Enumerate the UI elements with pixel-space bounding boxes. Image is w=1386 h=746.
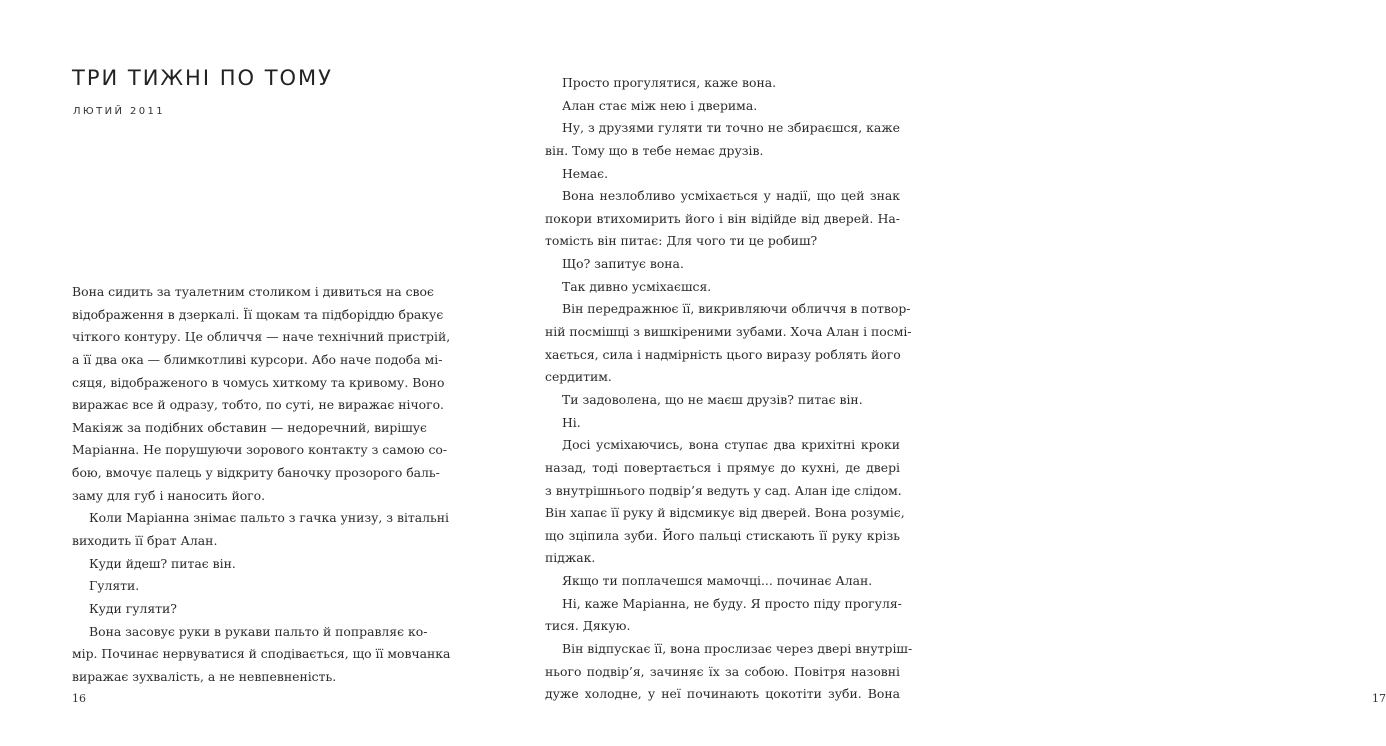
text-line: тися. Дякую.	[545, 618, 631, 634]
text-line: заму для губ і наносить його.	[72, 487, 266, 503]
text-line: Що? запитує вона.	[562, 256, 684, 272]
text-line: Він хапає її руку й відсмикує від дверей. Вона розуміє,	[545, 505, 905, 521]
right-page-body-text	[545, 72, 913, 706]
text-line: Якщо ти поплачешся мамочці... починає Алан.	[562, 573, 873, 589]
text-line: Гуляти.	[89, 578, 140, 594]
text-line: Куди йдеш? питає він.	[89, 555, 236, 571]
page-number-right: 17	[1372, 692, 1386, 705]
text-line: Вона незлобливо усміхається у надії, що цей знак	[562, 188, 900, 204]
left-page	[0, 0, 485, 746]
text-line: Він відпускає її, вона прослизає через двері внутріш-	[562, 641, 913, 657]
text-line: нього подвір’я, зачиняє їх за собою. Повітря назовні	[545, 663, 900, 679]
text-line: відображення в дзеркалі. Її щокам та підборіддю бракує	[72, 306, 444, 322]
text-line: Алан стає між нею і дверима.	[562, 97, 758, 113]
left-page-body-text	[72, 281, 451, 689]
text-line: Маріанна. Не порушуючи зорового контакту з самою со-	[72, 442, 448, 458]
text-line: томість він питає: Для чого ти це робиш?	[545, 233, 818, 249]
text-line: Ну, з друзями гуляти ти точно не збираєшся, каже	[562, 120, 900, 136]
text-line: з внутрішнього подвір’я ведуть у сад. Алан іде слідом.	[545, 482, 902, 498]
text-line: Просто прогулятися, каже вона.	[562, 75, 777, 90]
text-line: Макіяж за подібних обставин — недоречний, вирішує	[72, 419, 427, 435]
chapter-title: ТРИ ТИЖНІ ПО ТОМУ	[72, 66, 333, 90]
text-line: ній посмішці з вишкіреними зубами. Хоча Алан і посмі-	[545, 324, 912, 340]
text-line: піджак.	[545, 550, 596, 566]
text-line: що зціпила зуби. Його пальці стискають її руку крізь	[545, 527, 900, 543]
text-line: Так дивно усміхаєшся.	[562, 278, 712, 294]
text-line: Ні, каже Маріанна, не буду. Я просто піду прогуля-	[562, 595, 902, 611]
text-line: дуже холодне, у неї починають цокотіти зуби. Вона	[545, 686, 900, 702]
text-line: виражає все й одразу, тобто, по суті, не виражає нічого.	[72, 397, 444, 413]
text-line: виходить її брат Алан.	[72, 533, 218, 549]
text-line: Куди гуляти?	[89, 600, 177, 616]
text-line: сердитим.	[545, 369, 612, 385]
text-line: чіткого контуру. Це обличчя — наче технічний пристрій,	[72, 329, 451, 345]
text-line: він. Тому що в тебе немає друзів.	[545, 142, 764, 158]
text-line: Він передражнює її, викривляючи обличчя в потвор-	[562, 301, 911, 317]
text-line: Досі усміхаючись, вона ступає два крихітні кроки	[562, 437, 900, 453]
text-line: хається, сила і надмірність цього виразу роблять його	[545, 346, 901, 362]
text-line: сяця, відображеного в чомусь хиткому та кривому. Воно	[72, 374, 445, 390]
text-line: бою, вмочує палець у відкриту баночку прозорого баль-	[72, 465, 440, 481]
text-line: Немає.	[562, 165, 609, 181]
text-line: Коли Маріанна знімає пальто з гачка унизу, з вітальні	[89, 510, 450, 526]
text-line: назад, тоді повертається і прямує до кухні, де двері	[545, 459, 900, 475]
chapter-subtitle: ЛЮТИЙ 2011	[73, 106, 166, 117]
text-line: а її два ока — блимкотливі курсори. Або наче подоба мі-	[72, 351, 443, 367]
page-number-left: 16	[72, 692, 86, 705]
text-line: Вона сидить за туалетним столиком і дивиться на своє	[72, 284, 434, 299]
text-line: покори втихомирить його і він відійде від дверей. На-	[545, 210, 900, 226]
text-line: мір. Починає нервуватися й сподівається, що її мовчанка	[72, 646, 451, 662]
text-line: Вона засовує руки в рукави пальто й поправляє ко-	[89, 623, 428, 639]
text-line: Ні.	[562, 414, 581, 430]
text-line: виражає зухвалість, а не невпевненість.	[72, 668, 337, 684]
text-line: Ти задоволена, що не маєш друзів? питає він.	[562, 391, 863, 407]
